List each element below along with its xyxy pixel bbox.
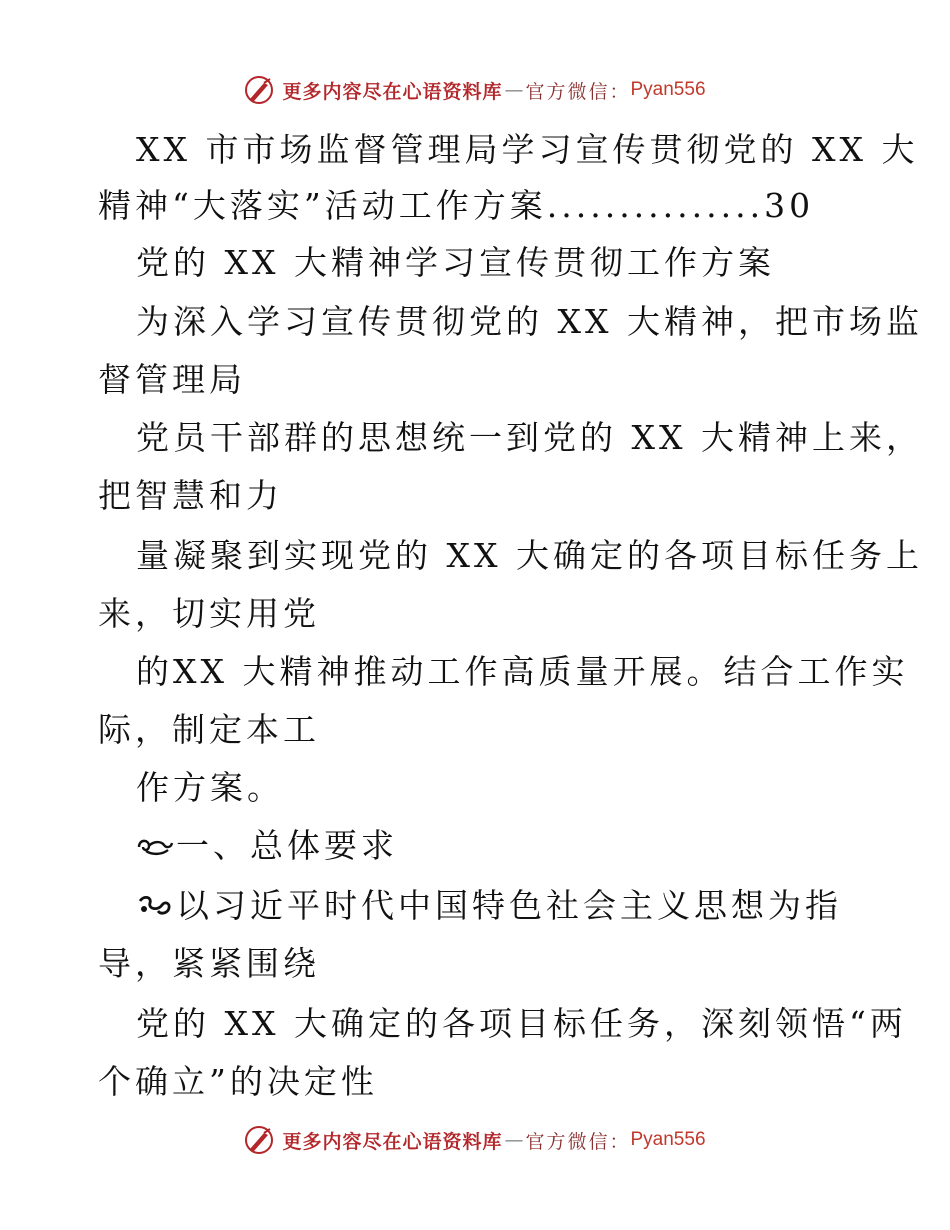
paragraph-line: 为深入学习宣传贯彻党的 XX 大精神，把市场监 (136, 302, 923, 341)
banner-separator: — (504, 79, 524, 101)
heading-text: 一、总体要求 (176, 826, 398, 865)
paragraph-line: 个确立”的决定性 (98, 1062, 378, 1101)
wechat-label: 官方微信： (525, 1130, 631, 1153)
paragraph-line: 党员干部群的思想统一到党的 XX 大精神上来， (136, 418, 923, 457)
toc-line-2: 精神“大落实”活动工作方案...............30 (98, 186, 815, 225)
paragraph-line: 际，制定本工 (98, 710, 320, 749)
paragraph-line: 把智慧和力 (98, 476, 283, 515)
scroll-ornament-icon (136, 831, 174, 859)
paragraph-line: 作方案。 (136, 768, 284, 807)
paragraph-line: 导，紧紧围绕 (98, 944, 320, 983)
footer-banner (0, 1120, 950, 1160)
wechat-label: 官方微信： (525, 80, 631, 103)
paragraph-line: 的XX 大精神推动工作高质量开展。结合工作实 (136, 652, 909, 691)
banner-text: 更多内容尽在心语资料库 (282, 1130, 503, 1153)
banner-separator: — (504, 1129, 524, 1151)
paragraph-line: 党的 XX 大确定的各项目标任务，深刻领悟“两 (136, 1004, 907, 1043)
swirl-ornament-icon (136, 891, 174, 919)
wechat-id: Pyan556 (630, 79, 706, 100)
paragraph-line: 督管理局 (98, 360, 246, 399)
section-title: 党的 XX 大精神学习宣传贯彻工作方案 (136, 243, 775, 282)
paragraph-line: 来，切实用党 (98, 594, 320, 633)
toc-line-1: XX 市市场监督管理局学习宣传贯彻党的 XX 大 (136, 130, 919, 169)
paragraph-line: 量凝聚到实现党的 XX 大确定的各项目标任务上 (136, 536, 923, 575)
wechat-id: Pyan556 (630, 1129, 706, 1150)
paragraph-line (136, 886, 842, 926)
banner-text: 更多内容尽在心语资料库 (282, 80, 503, 103)
quill-pen-logo-icon (244, 1125, 274, 1155)
heading-line (136, 826, 398, 866)
paragraph-text: 以习近平时代中国特色社会主义思想为指 (176, 886, 842, 925)
